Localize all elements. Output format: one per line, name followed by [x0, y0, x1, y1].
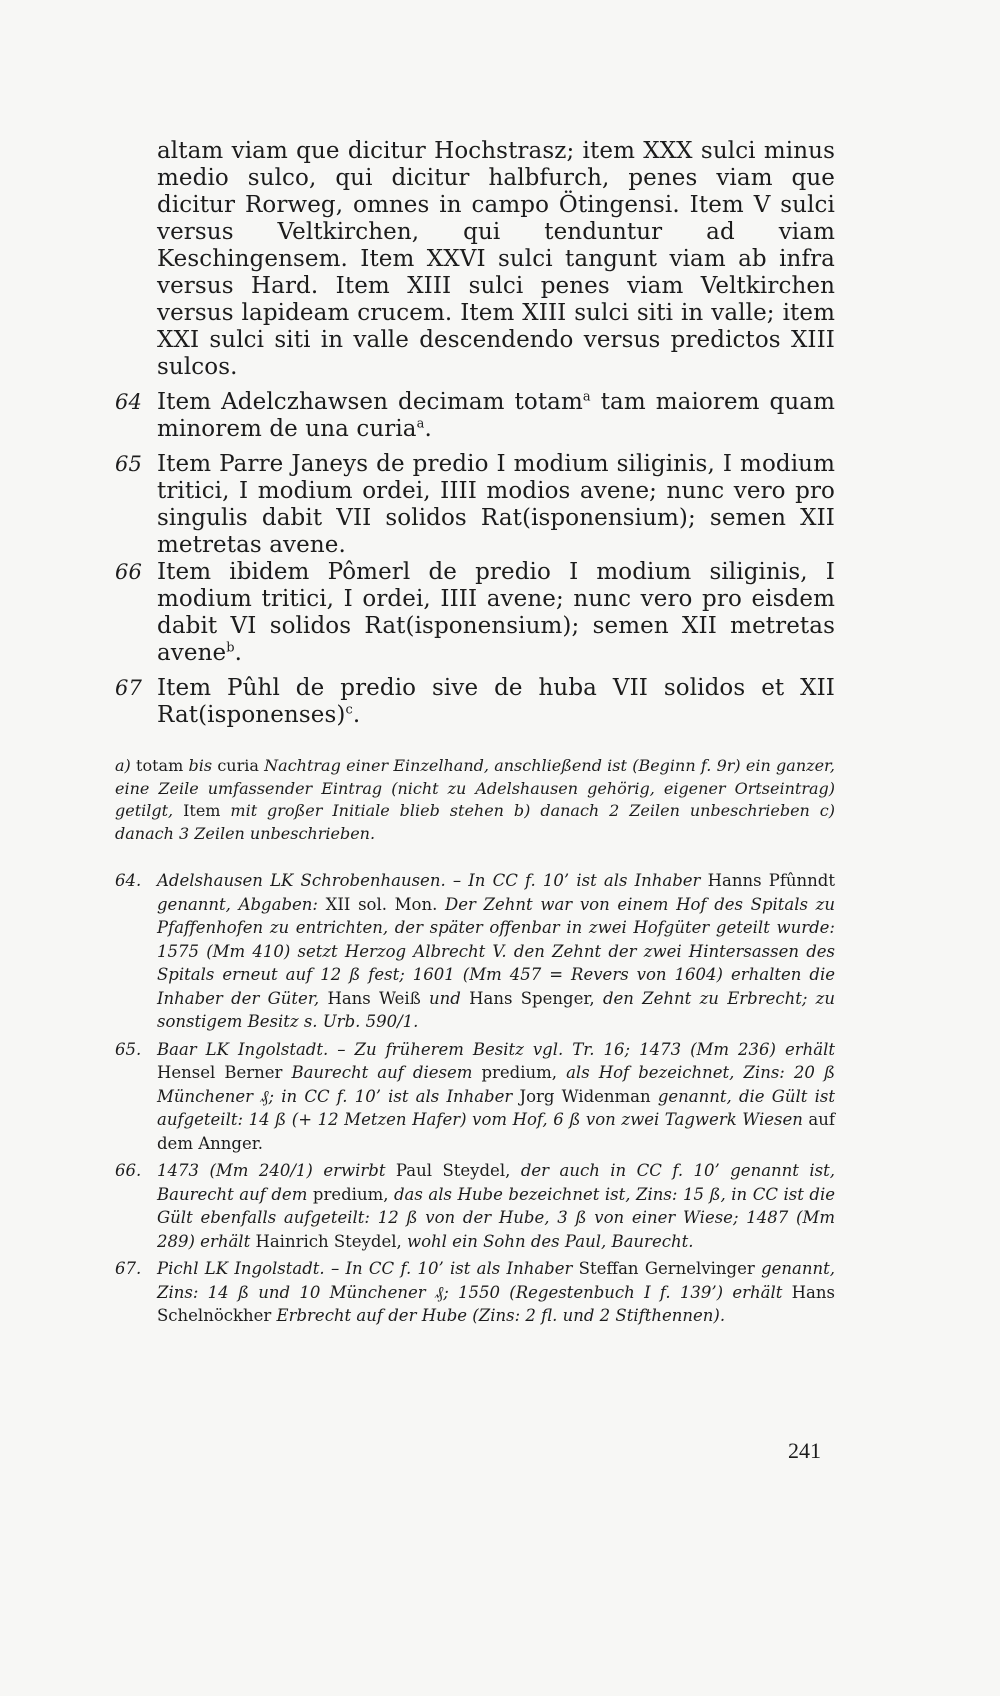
commentary-span: Jorg Widenman — [519, 1086, 651, 1106]
commentary-number: 65. — [115, 1039, 142, 1059]
commentary-span: wohl ein Sohn des Paul, Baurecht. — [401, 1231, 694, 1251]
commentary-span: Pichl LK Ingolstadt. – In CC f. 10’ ist als Inhaber — [157, 1259, 579, 1278]
commentary-span: Baurecht auf diesem — [282, 1063, 482, 1082]
commentary-span: Baar LK Ingolstadt. – Zu früherem Besitz vgl. Tr. 16; 1473 (Mm 236) erhält — [157, 1039, 835, 1059]
footnote-mark: b — [226, 640, 235, 656]
entry-text: tam maiorem quam minorem de una curia — [157, 389, 835, 442]
entry-text: Item ibidem Pômerl de predio I modium siliginis, I modium tritici, I ordei, IIII avene; nunc vero pro eisdem dabit VI solidos Rat(isponensium); semen XII metretas avene — [157, 559, 835, 666]
note-text: mit großer Initiale blieb stehen b) danach 2 Zeilen unbeschrieben c) danach 3 Zeilen unbeschrieben. — [115, 801, 836, 843]
note-text: bis — [183, 756, 218, 775]
entry-65 — [115, 451, 835, 559]
commentary-span: Steffan Gernelvinger — [578, 1259, 755, 1278]
commentary-span: predium, — [481, 1063, 558, 1082]
commentary-span: genannt, Zins: 14 ß und 10 Münchener ₰; 1550 (Regestenbuch I f. 139’) erhält — [157, 1259, 835, 1302]
entry-text: . — [352, 702, 361, 728]
intro-paragraph: altam viam que dicitur Hochstrasz; item XXX sulci minus medio sulco, qui dicitur halbfurch, penes viam que dicitur Rorweg, omnes in campo Ötingensi. Item V sulci versus Veltkirchen, qui tenduntur ad viam Keschingensem. Item XXVI sulci tangunt viam ab infra versus Hard. Item XIII sulci penes viam Veltkirchen versus lapideam crucem. Item XIII sulci siti in valle; item XXI sulci siti in valle descendendo versus predictos XIII sulcos. — [157, 138, 835, 380]
commentary-span: Hans Weiß — [327, 988, 421, 1008]
commentary — [115, 869, 835, 1328]
entry-number: 67 — [115, 676, 142, 700]
entry-number: 65 — [115, 452, 142, 476]
commentary-span: Erbrecht auf der Hube (Zins: 2 fl. und 2 Stifthennen). — [271, 1306, 726, 1325]
commentary-span: und — [420, 988, 470, 1008]
note-text: a) — [115, 756, 137, 775]
commentary-span: Paul Steydel, — [395, 1161, 511, 1180]
commentary-span: auf dem Annger. — [157, 1110, 835, 1153]
entry-text: Item Parre Janeys de predio I modium siliginis, I modium tritici, I modium ordei, IIII modios avene; nunc vero pro singulis dabit VII solidos Rat(isponensium); semen XII metretas avene. — [157, 451, 835, 558]
commentary-text — [157, 1257, 835, 1328]
note-text: curia — [217, 756, 259, 775]
commentary-span: 1473 (Mm 240/1) erwirbt — [157, 1161, 396, 1180]
commentary-span: Hans Spenger, — [469, 988, 595, 1008]
entry-number: 66 — [115, 560, 142, 584]
commentary-span: genannt, Abgaben: — [157, 894, 326, 914]
entry-text: Item Adelczhawsen decimam totam — [157, 389, 583, 415]
commentary-span: predium, — [312, 1184, 389, 1204]
entry-number: 64 — [115, 390, 142, 414]
footnote-mark: a — [416, 416, 425, 432]
commentary-text — [157, 1038, 835, 1156]
commentary-span: Der Zehnt war von einem Hof des Spitals zu Pfaffenhofen zu entrichten, der später offenbar in zwei Hofgüter geteilt wurde: 1575 (Mm 410) setzt Herzog Albrecht V. den Zehnt der zwei Hintersassen des Spitals erneut auf 12 ß fest; 1601 (Mm 457 = Revers von 1604) erhalten die Inhaber der Güter, — [157, 894, 835, 1008]
commentary-span: Hainrich Steydel, — [255, 1231, 402, 1251]
commentary-text — [157, 1159, 835, 1253]
entry-67 — [115, 675, 835, 729]
commentary-number: 64. — [115, 871, 142, 890]
commentary-entry — [115, 1159, 835, 1253]
main-text — [115, 138, 835, 729]
commentary-span: der auch in CC f. 10’ genannt ist, Baurecht auf dem — [157, 1161, 835, 1204]
note-text: Item — [183, 801, 221, 820]
commentary-span: Hensel Berner — [157, 1063, 283, 1082]
note-text: Nachtrag einer Einzelhand, anschließend ist (Beginn f. 9r) ein ganzer, eine Zeile umfassender Eintrag (nicht zu Adelshausen gehörig, eigener Ortseintrag) getilgt, — [115, 756, 836, 820]
commentary-span: das als Hube bezeichnet ist, Zins: 15 ß, in CC ist die Gült ebenfalls aufgeteilt: 12 ß von der Hube, 3 ß von einer Wiese; 1487 (Mm 289) erhält — [157, 1184, 835, 1251]
entry-text: . — [424, 416, 432, 442]
entry-text: . — [234, 640, 243, 666]
entry-64 — [115, 389, 835, 443]
commentary-entry — [115, 1257, 835, 1328]
footnote-mark: c — [345, 702, 353, 718]
commentary-entry — [115, 1038, 835, 1156]
footnote-mark: a — [582, 389, 591, 405]
commentary-span: Hanns Pfûnndt — [707, 871, 836, 890]
commentary-span: XII sol. Mon. — [325, 894, 438, 914]
note-text: totam — [136, 756, 184, 775]
entry-66 — [115, 559, 835, 667]
commentary-span: Hans Schelnöckher — [157, 1282, 835, 1325]
page-body — [115, 138, 836, 1332]
commentary-span: Adelshausen LK Schrobenhausen. – In CC f. 10’ ist als Inhaber — [157, 871, 708, 890]
commentary-text — [157, 869, 835, 1034]
commentary-number: 67. — [115, 1259, 142, 1278]
critical-apparatus — [115, 755, 835, 845]
commentary-number: 66. — [115, 1161, 142, 1180]
entry-text: Item Pûhl de predio sive de huba VII solidos et XII Rat(isponenses) — [157, 675, 835, 728]
commentary-span: genannt, die Gült ist aufgeteilt: 14 ß (+ 12 Metzen Hafer) vom Hof, 6 ß von zwei Tagwerk Wiesen — [157, 1086, 835, 1129]
commentary-span: den Zehnt zu Erbrecht; zu sonstigem Besitz s. Urb. 590/1. — [157, 988, 836, 1031]
commentary-entry — [115, 869, 835, 1034]
page-number: 241 — [788, 1438, 821, 1463]
commentary-span: als Hof bezeichnet, Zins: 20 ß Münchener ₰; in CC f. 10’ ist als Inhaber — [157, 1063, 835, 1106]
